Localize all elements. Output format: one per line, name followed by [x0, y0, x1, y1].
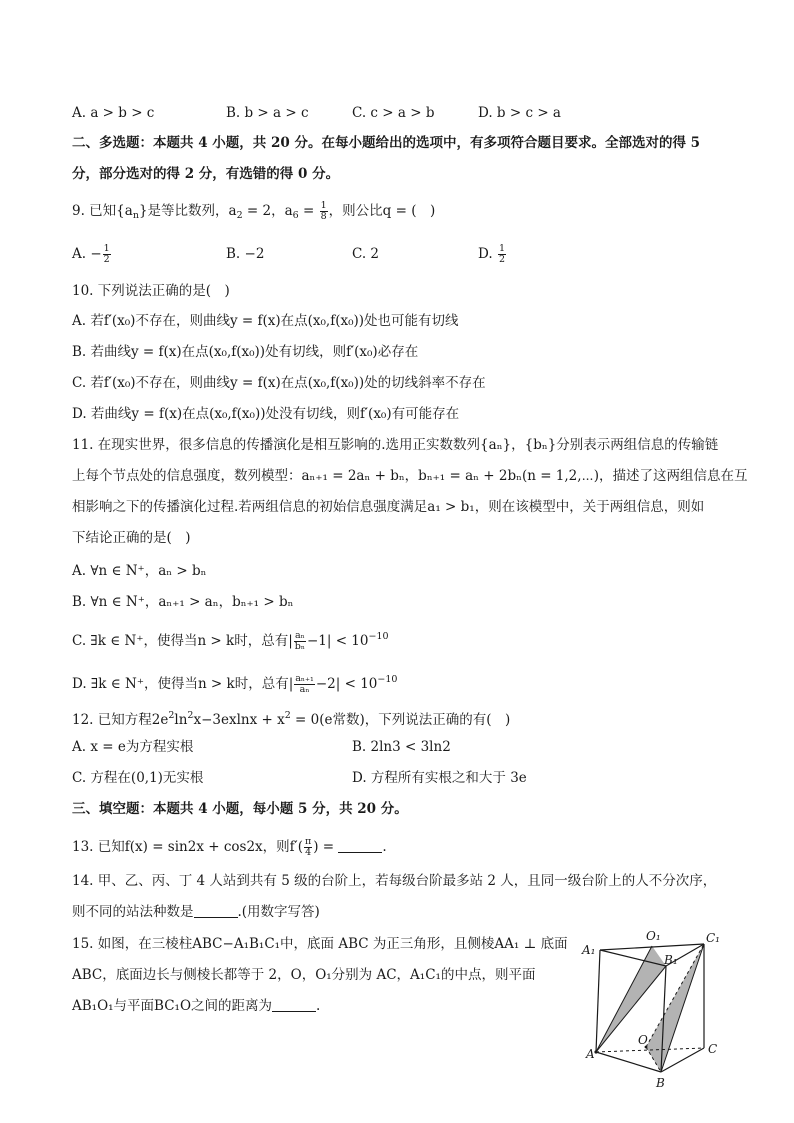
q12-sup-2: 2	[187, 710, 194, 721]
q9-option-b[interactable]: B. −2	[226, 246, 265, 262]
q11-option-c-prefix: C. ∃k ∈ N⁺，使得当n > k时，总有|	[72, 633, 293, 649]
q11-option-d-den: aₙ	[299, 684, 310, 695]
q15-line3-suffix: .	[316, 998, 321, 1014]
q12-sup-3: 2	[284, 710, 291, 721]
q9-option-c[interactable]: C. 2	[352, 246, 380, 262]
q9-option-a[interactable]	[72, 244, 112, 265]
q12-stem-mid1: ln	[174, 712, 188, 728]
q9-option-a-den: 2	[103, 254, 110, 265]
q11-option-d-suffix: −2| < 10	[315, 676, 378, 692]
label-o1: O₁	[646, 930, 661, 943]
q10-option-b[interactable]: B. 若曲线y = f(x)在点(x₀,f(x₀))处有切线，则f′(x₀)必存在	[72, 344, 419, 360]
q8-option-a[interactable]: A. a > b > c	[72, 105, 155, 121]
label-o: O	[638, 1033, 648, 1047]
q11-option-c-exponent: −10	[368, 631, 389, 642]
q9-option-d[interactable]	[478, 244, 507, 265]
section2-heading-line2: 分，部分选对的得 2 分，有选错的得 0 分。	[72, 166, 340, 182]
q9-frac-num: 1	[320, 200, 327, 211]
q12-stem-prefix: 12. 已知方程2e	[72, 712, 169, 728]
q13-frac-den: 4	[305, 847, 312, 858]
q11-option-c[interactable]	[72, 627, 389, 652]
q9-option-a-fraction	[103, 244, 111, 265]
q12-option-a[interactable]: A. x = e为方程实根	[72, 739, 194, 755]
q14-answer-blank[interactable]	[194, 903, 238, 918]
q9-stem-end: ，则公比q = ( )	[328, 203, 436, 219]
q13-fraction	[304, 837, 312, 858]
q13-suffix: ) =	[313, 839, 339, 855]
q9-sub-2: 2	[236, 210, 243, 221]
q11-option-c-fraction	[294, 631, 306, 652]
q12-option-c[interactable]: C. 方程在(0,1)无实根	[72, 770, 204, 786]
q14-stem-line2	[72, 902, 320, 922]
q12-stem	[72, 706, 510, 730]
point-a	[594, 1050, 597, 1053]
q9-stem	[72, 201, 435, 226]
q13-prefix: 13. 已知f(x) = sin2x + cos2x，则f′(	[72, 839, 303, 855]
q9-eq6: =	[298, 203, 319, 219]
q12-option-d[interactable]: D. 方程所有实根之和大于 3e	[352, 770, 527, 786]
q11-option-d[interactable]	[72, 670, 397, 695]
q15-answer-blank[interactable]	[272, 997, 316, 1012]
q9-option-d-num: 1	[498, 243, 505, 254]
q9-sub-n: n	[132, 210, 139, 221]
q15-stem-line3	[72, 996, 320, 1016]
label-c1: C₁	[706, 931, 720, 945]
q11-option-c-num: aₙ	[294, 630, 305, 641]
label-a: A	[586, 1047, 595, 1061]
q13-frac-num: π	[304, 836, 312, 847]
q9-option-a-prefix: A. −	[72, 246, 102, 262]
q11-option-d-exponent: −10	[377, 674, 398, 685]
q9-option-d-prefix: D.	[478, 246, 497, 262]
q11-option-d-prefix: D. ∃k ∈ N⁺，使得当n > k时，总有|	[72, 676, 294, 692]
prism-diagram	[578, 930, 728, 1090]
q11-stem-line1: 11. 在现实世界，很多信息的传播演化是相互影响的.选用正实数数列{aₙ}，{bₙ}分别表示两组信息的传输链	[72, 437, 719, 453]
q11-option-b[interactable]: B. ∀n ∈ N⁺，aₙ₊₁ > aₙ，bₙ₊₁ > bₙ	[72, 594, 294, 610]
q9-option-d-den: 2	[498, 254, 505, 265]
q11-stem-line3: 相影响之下的传播演化过程.若两组信息的初始信息强度满足a₁ > b₁，则在该模型中，关于两组信息，则如	[72, 499, 705, 515]
q12-option-b[interactable]: B. 2ln3 < 3ln2	[352, 739, 451, 755]
q9-option-d-fraction	[498, 244, 506, 265]
q9-stem-prefix: 9. 已知{a	[72, 203, 133, 219]
label-c: C	[708, 1042, 718, 1056]
q15-stem-line1: 15. 如图，在三棱柱ABC−A₁B₁C₁中，底面 ABC 为正三角形，且侧棱AA₁ ⊥ 底面	[72, 936, 568, 952]
q11-option-d-fraction	[294, 674, 315, 695]
q8-option-c[interactable]: C. c > a > b	[352, 105, 435, 121]
q8-option-b[interactable]: B. b > a > c	[226, 105, 309, 121]
prism-figure	[578, 930, 728, 1090]
edge-aa1	[596, 950, 600, 1052]
label-b: B	[656, 1076, 665, 1090]
q9-fraction	[320, 201, 328, 222]
q9-frac-den: 8	[320, 211, 327, 222]
q10-stem: 10. 下列说法正确的是( )	[72, 283, 230, 299]
q12-stem-end: = 0(e常数)，下列说法正确的有( )	[290, 712, 511, 728]
q11-option-d-num: aₙ₊₁	[295, 673, 314, 684]
q12-sup-1: 2	[168, 710, 175, 721]
label-b1: B₁	[664, 953, 678, 967]
q10-option-a[interactable]: A. 若f′(x₀)不存在，则曲线y = f(x)在点(x₀,f(x₀))处也可能有切线	[72, 313, 459, 329]
q13-answer-blank[interactable]	[338, 838, 382, 853]
q8-option-d[interactable]: D. b > c > a	[478, 105, 561, 121]
q14-line2-prefix: 则不同的站法种数是	[72, 904, 194, 920]
q11-stem-line4: 下结论正确的是( )	[72, 530, 191, 546]
q10-option-d[interactable]: D. 若曲线y = f(x)在点(x₀,f(x₀))处没有切线，则f′(x₀)有可能存在	[72, 406, 460, 422]
label-a1: A₁	[582, 943, 596, 957]
section2-heading-line1: 二、多选题：本题共 4 小题，共 20 分。在每小题给出的选项中，有多项符合题目要求。全部选对的得 5	[72, 135, 701, 151]
q11-stem-line2: 上每个节点处的信息强度，数列模型：aₙ₊₁ = 2aₙ + bₙ，bₙ₊₁ = aₙ + 2bₙ(n = 1,2,⋯)，描述了这两组信息在互	[72, 468, 748, 484]
section3-heading: 三、填空题：本题共 4 小题，每小题 5 分，共 20 分。	[72, 801, 408, 817]
q9-option-a-num: 1	[103, 243, 110, 254]
q13-stem	[72, 837, 387, 858]
q10-option-c[interactable]: C. 若f′(x₀)不存在，则曲线y = f(x)在点(x₀,f(x₀))处的切线斜率不存在	[72, 375, 486, 391]
q9-eq2: = 2，a	[242, 203, 293, 219]
q12-stem-mid2: x−3exlnx + x	[193, 712, 285, 728]
q9-sub-6: 6	[292, 210, 299, 221]
q14-line2-suffix: .(用数字写答)	[237, 904, 320, 920]
q15-stem-line2: ABC，底面边长与侧棱长都等于 2，O，O₁分别为 AC，A₁C₁的中点，则平面	[72, 967, 536, 983]
q13-end: .	[382, 839, 387, 855]
q14-stem-line1: 14. 甲、乙、丙、丁 4 人站到共有 5 级的台阶上，若每级台阶最多站 2 人，且同一级台阶上的人不分次序，	[72, 873, 717, 889]
q11-option-c-den: bₙ	[294, 641, 305, 652]
q11-option-a[interactable]: A. ∀n ∈ N⁺，aₙ > bₙ	[72, 563, 207, 579]
q9-stem-mid: }是等比数列，a	[138, 203, 237, 219]
q15-line3-prefix: AB₁O₁与平面BC₁O之间的距离为	[72, 998, 273, 1014]
q11-option-c-suffix: −1| < 10	[306, 633, 369, 649]
